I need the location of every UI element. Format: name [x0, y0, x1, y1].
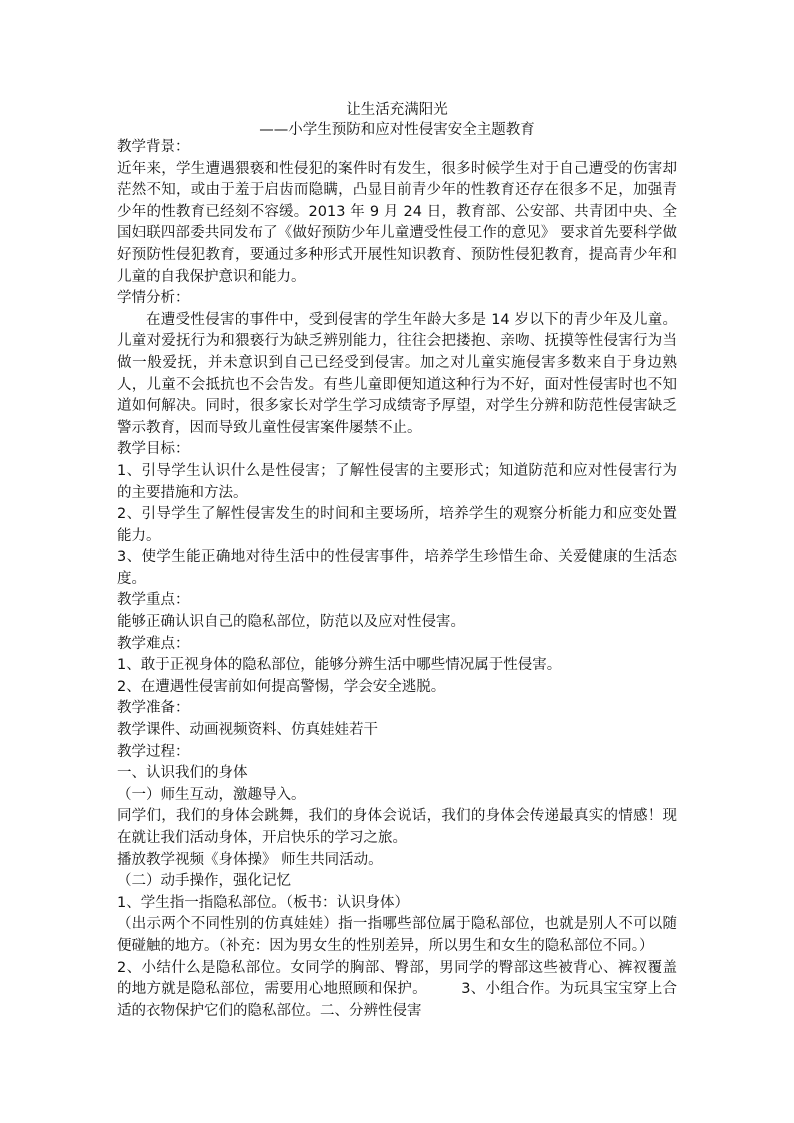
process-step-1-activity: 播放教学视频《身体操》 师生共同活动。	[117, 851, 383, 868]
key-points-text: 能够正确认识自己的隐私部位，防范以及应对性侵害。	[117, 614, 465, 631]
document-body	[117, 137, 677, 1022]
analysis-paragraph: 在遭受性侵害的事件中，受到侵害的学生年龄大多是 14 岁以下的青少年及儿童。儿童对爱抚行为和猥亵行为缺乏辨别能力，往往会把搂抱、亲吻、抚摸等性侵害行为当做一般爱抚，并未意识到自己已经受到侵害。加之对儿童实施侵害多数来自于身边熟人，儿童不会抵抗也不会告发。有些儿童即便知道这种行为不好，面对性侵害时也不知道如何解决。同时，很多家长对学生学习成绩寄予厚望，对学生分辨和防范性侵害缺乏警示教育，因而导致儿童性侵害案件屡禁不止。	[117, 311, 677, 436]
background-paragraph: 近年来，学生遭遇猥亵和性侵犯的案件时有发生，很多时候学生对于自己遭受的伤害却茫然不知，或由于羞于启齿而隐瞒，凸显目前青少年的性教育还存在很多不足，加强青少年的性教育已经刻不容缓。2013 年 9 月 24 日，教育部、公安部、共青团中央、全国妇联四部委共同发布了《做好预防少年儿童遭受性侵工作的意见》 要求首先要科学做好预防性侵犯教育，要通过多种形式开展性知识教育、预防性侵犯教育，提高青少年和儿童的自我保护意识和能力。	[117, 160, 677, 285]
process-step-2-heading: （二）动手操作，强化记忆	[117, 873, 291, 890]
process-step-1-text: 同学们，我们的身体会跳舞，我们的身体会说话，我们的身体会传递最真实的情感！现在就让我们活动身体，开启快乐的学习之旅。	[117, 808, 677, 846]
section-heading-difficulties: 教学难点：	[117, 635, 190, 652]
section-heading-background: 教学背景：	[117, 139, 190, 155]
document-subtitle: ——小学生预防和应对性侵害安全主题教育	[259, 122, 535, 138]
difficulty-item-1: 1、敢于正视身体的隐私部位，能够分辨生活中哪些情况属于性侵害。	[117, 657, 562, 674]
goal-item-3: 3、使学生能正确地对待生活中的性侵害事件，培养学生珍惜生命、关爱健康的生活态度。	[117, 549, 677, 587]
process-part-1-heading: 一、认识我们的身体	[117, 765, 248, 782]
section-heading-analysis: 学情分析：	[117, 290, 190, 307]
goal-item-1: 1、引导学生认识什么是性侵害；了解性侵害的主要形式；知道防范和应对性侵害行为的主要措施和方法。	[117, 462, 677, 501]
process-item-1: 1、学生指一指隐私部位。（板书：认识身体）	[117, 894, 409, 911]
process-step-1-heading: （一）师生互动，激趣导入。	[117, 786, 306, 803]
difficulty-item-2: 2、在遭遇性侵害前如何提高警惕，学会安全逃脱。	[117, 678, 446, 695]
section-heading-goals: 教学目标：	[117, 441, 190, 458]
document-title: 让生活充满阳光	[346, 102, 448, 118]
section-heading-key-points: 教学重点：	[117, 592, 190, 609]
section-heading-process: 教学过程：	[117, 743, 190, 760]
goal-item-2: 2、引导学生了解性侵害发生的时间和主要场所，培养学生的观察分析能力和应变处置能力。	[117, 506, 677, 544]
process-item-2: 2、小结什么是隐私部位。女同学的胸部、臀部，男同学的臀部这些被背心、裤衩覆盖的地方就是隐私部位，需要用心地照顾和保护。 3、小组合作。为玩具宝宝穿上合适的衣物保护它们的隐私部位。二、分辨性侵害	[117, 959, 677, 1019]
process-item-1-detail: （出示两个不同性别的仿真娃娃）指一指哪些部位属于隐私部位，也就是别人不可以随便碰触的地方。（补充：因为男女生的性别差异，所以男生和女生的隐私部位不同。）	[117, 916, 677, 954]
preparation-text: 教学课件、动画视频资料、仿真娃娃若干	[117, 722, 378, 739]
section-heading-preparation: 教学准备：	[117, 700, 190, 717]
